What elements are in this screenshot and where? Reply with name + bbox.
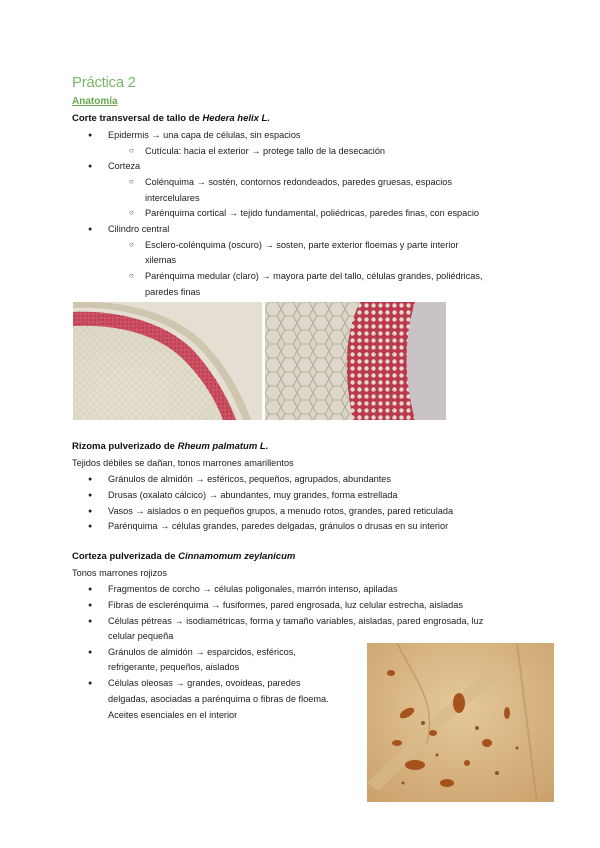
hedera-stem-micrograph-right [265, 302, 446, 420]
list-item: ○ Parénquima cortical → tejido fundamental, poliédricas, paredes finas, con espacio [145, 207, 479, 219]
list-item: ● Fibras de esclerénquima → fusiformes, pared engrosada, luz celular estrecha, aisladas [108, 599, 463, 611]
list-item: ● Células pétreas → isodiamétricas, forma y tamaño variables, aisladas, pared engrosada, luz [108, 615, 483, 627]
list-item: ○ Cutícula: hacia el exterior → protege tallo de la desecación [145, 145, 385, 157]
list-item: ● Cilindro central [108, 223, 169, 235]
list-item: ● Epidermis → una capa de células, sin espacios [108, 129, 301, 141]
list-item: ● Gránulos de almidón → esféricos, pequeños, agrupados, abundantes [108, 473, 391, 485]
list-item: ● Células oleosas → grandes, ovoideas, paredes [108, 677, 301, 689]
list-item-continuation: refrigerante, pequeños, aislados [108, 662, 240, 672]
section-subtitle: Anatomía [72, 96, 118, 107]
list-item-continuation: xilemas [145, 255, 177, 265]
list-item-continuation: paredes finas [145, 287, 201, 297]
cinnamon-powder-micrograph [367, 643, 554, 802]
list-item: ● Drusas (oxalato cálcico) → abundantes, muy grandes, forma estrellada [108, 489, 398, 501]
list-item: ● Gránulos de almidón → esparcidos, esféricos, [108, 646, 296, 658]
list-item: ○ Esclero-colénquima (oscuro) → sosten, parte exterior floemas y parte interior [145, 239, 459, 251]
section1-heading: Corte transversal de tallo de Hedera helix L. [72, 113, 271, 124]
list-item: ● Vasos → aislados o en pequeños grupos, a menudo rotos, grandes, pared reticulada [108, 505, 453, 517]
list-item-continuation: Aceites esenciales en el interior [108, 710, 238, 720]
list-item-continuation: delgadas, asociadas a parénquima o fibras de floema. [108, 694, 329, 704]
list-item: ● Corteza [108, 160, 140, 172]
section2-heading: Rizoma pulverizado de Rheum palmatum L. [72, 441, 269, 452]
section3-intro: Tonos marrones rojizos [72, 568, 167, 578]
list-item: ● Fragmentos de corcho → células poligonales, marrón intenso, apiladas [108, 583, 398, 595]
section3-heading: Corteza pulverizada de Cinnamomum zeylanicum [72, 551, 296, 562]
page-title: Práctica 2 [72, 74, 136, 91]
list-item: ○ Colénquima → sostén, contornos redondeados, paredes gruesas, espacios [145, 176, 452, 188]
list-item-continuation: celular pequeña [108, 631, 174, 641]
section2-intro: Tejidos débiles se dañan, tonos marrones amarillentos [72, 458, 294, 468]
list-item: ● Parénquima → células grandes, paredes delgadas, gránulos o drusas en su interior [108, 520, 448, 532]
list-item: ○ Parénquima medular (claro) → mayora parte del tallo, células grandes, poliédricas, [145, 270, 483, 282]
hedera-stem-micrograph-left [73, 302, 262, 420]
list-item-continuation: intercelulares [145, 193, 200, 203]
